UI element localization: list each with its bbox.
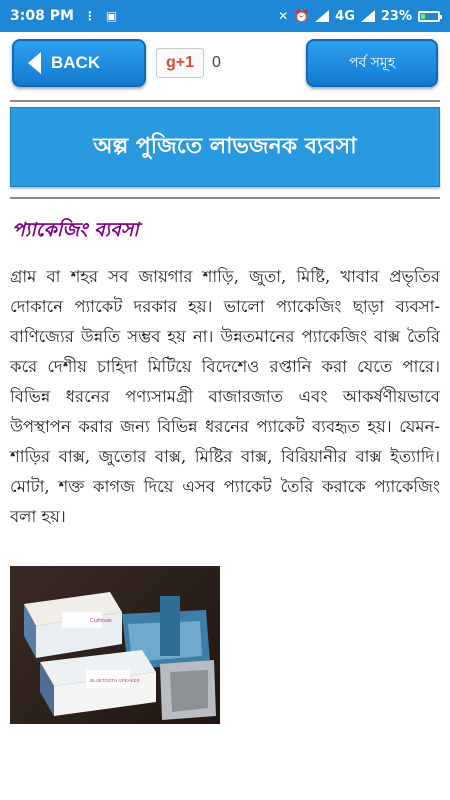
packaging-boxes-image bbox=[10, 566, 220, 724]
section-heading: প্যাকেজিং ব্যবসা bbox=[12, 219, 139, 241]
image-icon: ▣ bbox=[105, 9, 118, 23]
toolbar bbox=[0, 32, 450, 94]
page-title: অল্প পুজিতে লাভজনক ব্যবসা bbox=[93, 133, 357, 159]
alarm-icon: ⏰ bbox=[294, 9, 310, 23]
back-button[interactable] bbox=[12, 39, 146, 87]
battery-icon bbox=[418, 11, 440, 22]
title-banner bbox=[10, 107, 440, 187]
gplus-count: 0 bbox=[212, 54, 221, 71]
gplus-label: g+1 bbox=[165, 54, 194, 71]
network-type: 4G bbox=[335, 8, 355, 24]
packaging-boxes-illustration bbox=[10, 566, 220, 724]
box-brand-text: Craftmate bbox=[90, 618, 112, 624]
google-plus-one-button[interactable] bbox=[156, 48, 204, 78]
status-time: 3:08 PM bbox=[10, 8, 74, 24]
back-arrow-icon bbox=[28, 52, 41, 74]
menu-dots-icon: ⋮ bbox=[83, 9, 96, 23]
battery-percent: 23% bbox=[380, 8, 412, 24]
chapters-button[interactable] bbox=[306, 39, 438, 87]
back-label: BACK bbox=[51, 53, 101, 72]
status-bar bbox=[0, 0, 450, 32]
signal-icon-2 bbox=[361, 10, 375, 22]
box-label-text: BLUETOOTH SPEAKER bbox=[90, 678, 140, 683]
article-body: গ্রাম বা শহর সব জায়গার শাড়ি, জুতা, মিষ্টি, খাবার প্রভৃতির দোকানে প্যাকেট দরকার হয়। ভালো প্যাকেজিং ছাড়া ব্যবসা-বাণিজ্যের উন্নতি সম্ভব হয় না। উন্নতমানের প্যাকেজিং বাক্স তৈরি করে দেশীয় চাহিদা মিটিয়ে বিদেশেও রপ্তানি করা যেতে পারে। বিভিন্ন ধরনের পণ্যসামগ্রী বাজারজাত এবং আকর্ষণীয়ভাবে উপস্থাপন করার জন্য বিভিন্ন ধরনের প্যাকেট ব্যবহৃত হয়। যেমন-শাড়ির বাক্স, জুতোর বাক্স, মিষ্টির বাক্স, বিরিয়ানীর বাক্স ইত্যাদি। মোটা, শক্ত কাগজ দিয়ে এসব প্যাকেট তৈরি করাকে প্যাকেজিং বলা হয়। bbox=[10, 267, 440, 526]
divider bbox=[10, 100, 440, 102]
battery-fill bbox=[421, 14, 425, 19]
mute-icon: ✕ bbox=[278, 9, 289, 23]
chapters-label: পর্ব সমূহ bbox=[348, 55, 396, 71]
divider bbox=[10, 197, 440, 199]
signal-icon bbox=[315, 10, 329, 22]
